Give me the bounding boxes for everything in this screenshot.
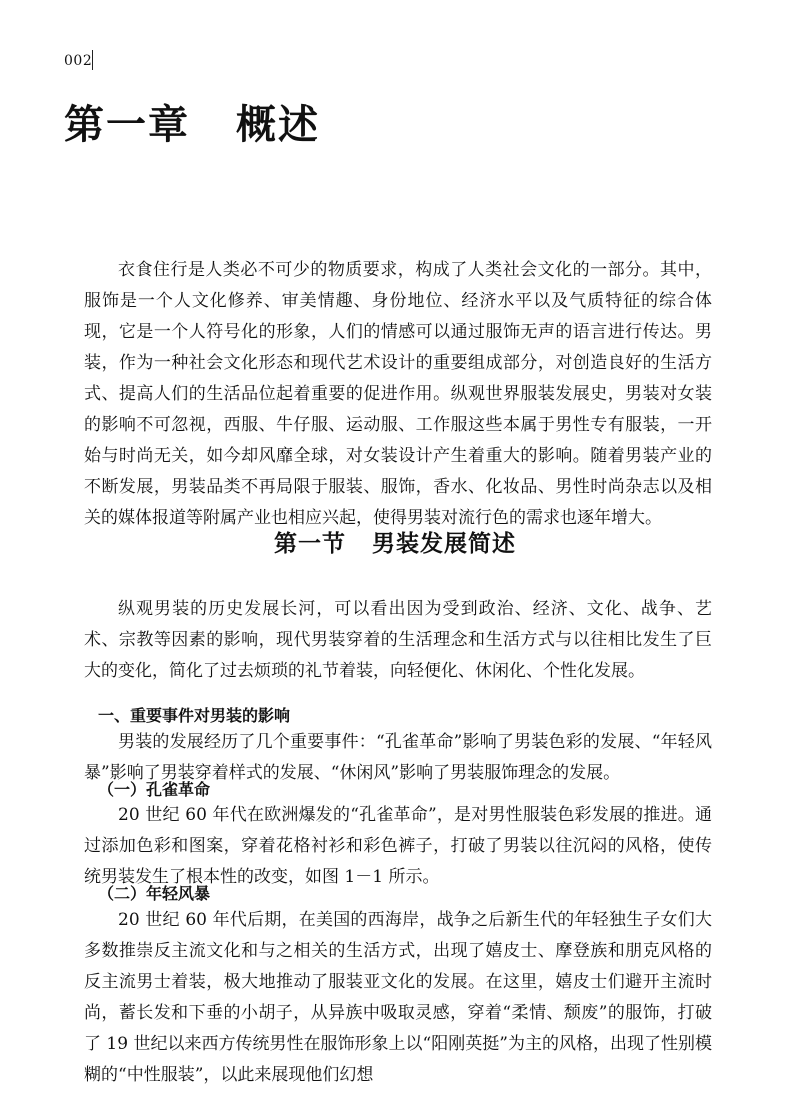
chapter-name: 概述: [236, 102, 320, 148]
youth-heading: （二）年轻风暴: [98, 884, 211, 903]
page-number-divider: [92, 50, 93, 70]
youth-paragraph: 20 世纪 60 年代后期，在美国的西海岸，战争之后新生代的年轻独生子女们大多数推崇反主流文化和与之相关的生活方式，出现了嬉皮士、摩登族和朋克风格的反主流男士着装，极大地推动了服装亚文化的发展。在这里，嬉皮士们避开主流时尚，蓄长发和下垂的小胡子，从异族中吸取灵感，穿着“柔情、颓废”的服饰，打破了 19 世纪以来西方传统男性在服饰形象上以“阳刚英挺”为主的风格，出现了性别模糊的“中性服装”，以此来展现他们幻想: [84, 910, 712, 1085]
events-heading: 一、重要事件对男装的影响: [98, 706, 291, 725]
peacock-paragraph: 20 世纪 60 年代在欧洲爆发的“孔雀革命”，是对男性服装色彩发展的推进。通过添加色彩和图案，穿着花格衬衫和彩色裤子，打破了男装以往沉闷的风格，使传统男装发生了根本性的改变，如图 1－1 所示。: [84, 805, 712, 887]
chapter-title: [64, 100, 320, 150]
section-title: [0, 528, 790, 560]
peacock-heading: （一）孔雀革命: [98, 780, 211, 799]
section-number: 第一节: [274, 531, 346, 557]
section-name: 男装发展简述: [372, 531, 516, 557]
events-paragraph: 男装的发展经历了几个重要事件：“孔雀革命”影响了男装色彩的发展、“年轻风暴”影响了男装穿着样式的发展、“休闲风”影响了男装服饰理念的发展。: [84, 732, 712, 783]
page-number: 002: [64, 53, 93, 69]
chapter-number: 第一章: [64, 102, 190, 148]
intro-paragraph: 衣食住行是人类必不可少的物质要求，构成了人类社会文化的一部分。其中，服饰是一个人文化修养、审美情趣、身份地位、经济水平以及气质特征的综合体现，它是一个人符号化的形象，人们的情感可以通过服饰无声的语言进行传达。男装，作为一种社会文化形态和现代艺术设计的重要组成部分，对创造良好的生活方式、提高人们的生活品位起着重要的促进作用。纵观世界服装发展史，男装对女装的影响不可忽视，西服、牛仔服、运动服、工作服这些本属于男性专有服装，一开始与时尚无关，如今却风靡全球，对女装设计产生着重大的影响。随着男装产业的不断发展，男装品类不再局限于服装、服饰，香水、化妆品、男性时尚杂志以及相关的媒体报道等附属产业也相应兴起，使得男装对流行色的需求也逐年增大。: [84, 260, 712, 528]
section-paragraph: 纵观男装的历史发展长河，可以看出因为受到政治、经济、文化、战争、艺术、宗教等因素的影响，现代男装穿着的生活理念和生活方式与以往相比发生了巨大的变化，简化了过去烦琐的礼节着装，向轻便化、休闲化、个性化发展。: [84, 599, 712, 681]
